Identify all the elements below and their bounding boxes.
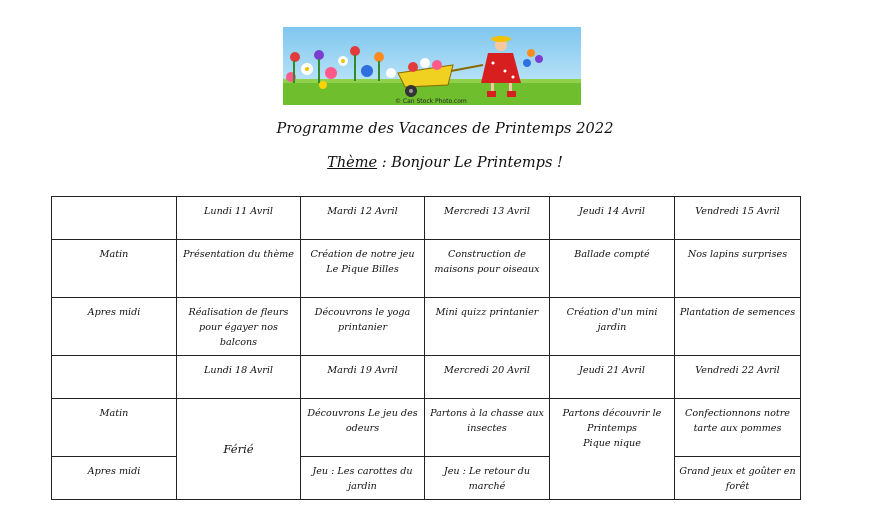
day-header-mercredi-20: Mercredi 20 Avril	[425, 356, 550, 399]
row-label-matin: Matin	[52, 240, 177, 298]
day-header-vendredi-15: Vendredi 15 Avril	[675, 197, 801, 240]
banner-credit-text: © Can Stock Photo.com	[395, 98, 467, 105]
activity-text: Partons découvrir le Printemps	[562, 408, 662, 434]
activity-cell: Création de notre jeu Le Pique Billes	[301, 240, 425, 298]
activity-cell: Confectionnons notre tarte aux pommes	[675, 399, 801, 457]
activity-cell: Grand jeux et goûter en forêt	[675, 457, 801, 500]
day-header-vendredi-22: Vendredi 22 Avril	[675, 356, 801, 399]
activity-cell: Jeu : Les carottes du jardin	[301, 457, 425, 500]
activity-cell: Plantation de semences	[675, 298, 801, 356]
day-header-mercredi-13: Mercredi 13 Avril	[425, 197, 550, 240]
theme-line	[0, 155, 890, 171]
activity-cell: Construction de maisons pour oiseaux	[425, 240, 550, 298]
day-header-mardi-12: Mardi 12 Avril	[301, 197, 425, 240]
activity-cell: Mini quizz printanier	[425, 298, 550, 356]
activity-cell: Jeu : Le retour du marché	[425, 457, 550, 500]
activity-cell: Présentation du thème	[177, 240, 301, 298]
week2-header-row	[52, 356, 801, 399]
week1-matin-row	[52, 240, 801, 298]
activity-cell: Nos lapins surprises	[675, 240, 801, 298]
day-header-lundi-18: Lundi 18 Avril	[177, 356, 301, 399]
day-header-mardi-19: Mardi 19 Avril	[301, 356, 425, 399]
row-label-apres-midi: Apres midi	[52, 457, 177, 500]
activity-cell: Création d'un mini jardin	[550, 298, 675, 356]
week1-apres-midi-row	[52, 298, 801, 356]
spring-girl-wheelbarrow-image	[283, 27, 581, 105]
spring-banner-illustration	[283, 27, 581, 105]
day-header-lundi-11: Lundi 11 Avril	[177, 197, 301, 240]
week2-matin-row	[52, 399, 801, 457]
week1-header-row	[52, 197, 801, 240]
activity-cell: Ballade compté	[550, 240, 675, 298]
activity-cell: Réalisation de fleurs pour égayer nos balcons	[177, 298, 301, 356]
activity-cell: Découvrons le yoga printanier	[301, 298, 425, 356]
week1-corner-cell	[52, 197, 177, 240]
page-title: Programme des Vacances de Printemps 2022	[276, 121, 614, 137]
schedule-table	[51, 196, 801, 500]
day-header-jeudi-14: Jeudi 14 Avril	[550, 197, 675, 240]
activity-cell: Découvrons Le jeu des odeurs	[301, 399, 425, 457]
activity-cell-jeudi-21	[550, 399, 675, 500]
theme-label: Thème	[327, 155, 378, 171]
ferie-cell: Férié	[177, 399, 301, 500]
row-label-apres-midi: Apres midi	[52, 298, 177, 356]
row-label-matin: Matin	[52, 399, 177, 457]
activity-cell: Partons à la chasse aux insectes	[425, 399, 550, 457]
week2-apres-midi-row	[52, 457, 801, 500]
day-header-jeudi-21: Jeudi 21 Avril	[550, 356, 675, 399]
theme-text: : Bonjour Le Printemps !	[377, 155, 563, 171]
activity-text: Pique nique	[583, 438, 641, 449]
week2-corner-cell	[52, 356, 177, 399]
